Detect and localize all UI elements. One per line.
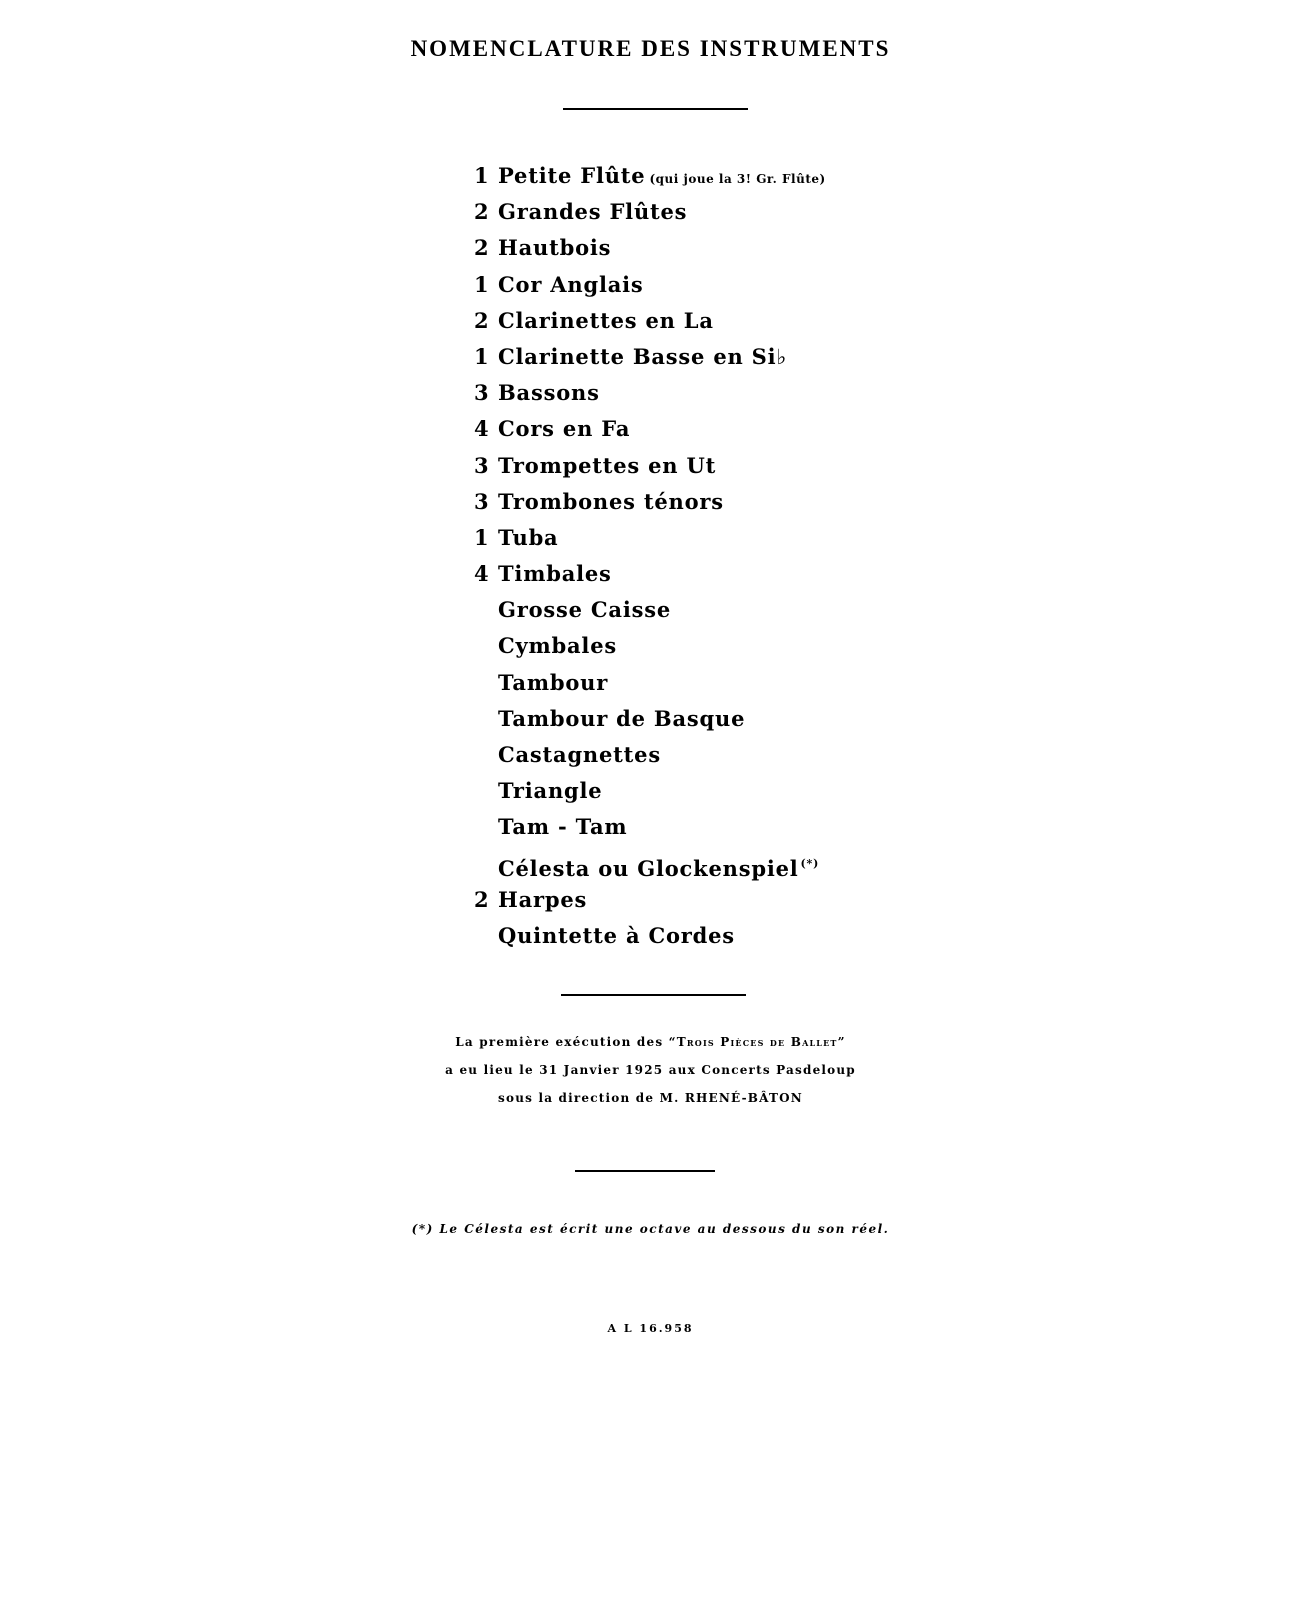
instrument-item (474, 484, 1034, 520)
divider-middle (561, 994, 746, 996)
divider-bottom (575, 1170, 715, 1172)
instrument-name: Cor Anglais (498, 271, 644, 297)
instrument-note: (qui joue la 3! Gr. Flûte) (649, 172, 826, 186)
instrument-name: Trombones ténors (498, 488, 724, 514)
premiere-line-2: a eu lieu le 31 Janvier 1925 aux Concerts Pasdeloup (445, 1063, 856, 1077)
instrument-name: Tam - Tam (498, 814, 628, 840)
instrument-name: Célesta ou Glockenspiel (498, 855, 799, 881)
instrument-name: Tambour (498, 669, 609, 695)
instrument-count: 2 (474, 307, 490, 333)
instrument-name: Grandes Flûtes (498, 199, 688, 225)
instrument-count: 3 (474, 452, 490, 478)
premiere-line-1 (0, 1028, 1301, 1056)
divider-top (563, 108, 748, 110)
instrument-item (474, 520, 1034, 556)
instrument-count: 1 (474, 271, 490, 297)
instrument-item (474, 339, 1034, 375)
premiere-text-before: La première exécution des “ (455, 1035, 677, 1049)
instrument-item (474, 628, 1034, 664)
premiere-line-3 (0, 1084, 1301, 1112)
plate-number: A L 16.958 (607, 1322, 694, 1335)
instrument-item (474, 556, 1034, 592)
instrument-item (474, 882, 1034, 918)
instrument-name: Bassons (498, 380, 600, 406)
page-title: NOMENCLATURE DES INSTRUMENTS (410, 36, 891, 61)
footnote: (*) Le Célesta est écrit une octave au dessous du son réel. (411, 1222, 890, 1236)
work-title: Trois Pièces de Ballet (676, 1035, 838, 1049)
instrument-name: Petite Flûte (498, 163, 646, 188)
instrument-name: Hautbois (498, 235, 612, 261)
premiere-text-after: ” (837, 1035, 846, 1049)
instrument-count: 1 (474, 163, 490, 188)
instrument-name: Triangle (498, 778, 603, 804)
instrument-name: Cymbales (498, 633, 617, 659)
instrument-name: Tuba (498, 524, 559, 550)
instrument-item (474, 158, 1034, 194)
instrument-item (474, 375, 1034, 411)
instrument-item (474, 592, 1034, 628)
instrument-count: 3 (474, 488, 490, 514)
instrument-count: 4 (474, 416, 490, 442)
instrument-item (474, 918, 1034, 954)
instrument-count: 2 (474, 235, 490, 261)
instrument-item (474, 809, 1034, 845)
premiere-direction-text: sous la direction de M. (498, 1091, 685, 1105)
instrument-name: Cors en Fa (498, 416, 631, 442)
instrument-count: 1 (474, 524, 490, 550)
instrument-count: 2 (474, 886, 490, 912)
instrument-count: 2 (474, 199, 490, 225)
instrument-item (474, 230, 1034, 266)
instrument-item (474, 846, 1034, 882)
instrument-name: Grosse Caisse (498, 597, 672, 623)
instrument-item (474, 411, 1034, 447)
instrument-item (474, 303, 1034, 339)
instrument-item (474, 737, 1034, 773)
instrument-name: Timbales (498, 561, 612, 587)
instrument-name: Quintette à Cordes (498, 922, 735, 948)
instrument-name: Trompettes en Ut (498, 452, 717, 478)
instrument-name: Tambour de Basque (498, 705, 746, 731)
instrument-name: Clarinettes en La (498, 307, 714, 333)
premiere-note (0, 1028, 1301, 1112)
instrument-item (474, 665, 1034, 701)
instrument-name: Clarinette Basse en Si♭ (498, 343, 788, 369)
instrument-item (474, 267, 1034, 303)
instrument-count: 4 (474, 561, 490, 587)
instrument-item (474, 701, 1034, 737)
instrument-list (474, 158, 1034, 954)
conductor-name: RHENÉ-BÂTON (684, 1091, 803, 1105)
instrument-name: Harpes (498, 886, 588, 912)
instrument-count: 1 (474, 343, 490, 369)
footnote-marker: (*) (800, 856, 820, 870)
instrument-item (474, 194, 1034, 230)
instrument-item (474, 773, 1034, 809)
instrument-count: 3 (474, 380, 490, 406)
instrument-name: Castagnettes (498, 742, 661, 767)
instrument-item (474, 448, 1034, 484)
